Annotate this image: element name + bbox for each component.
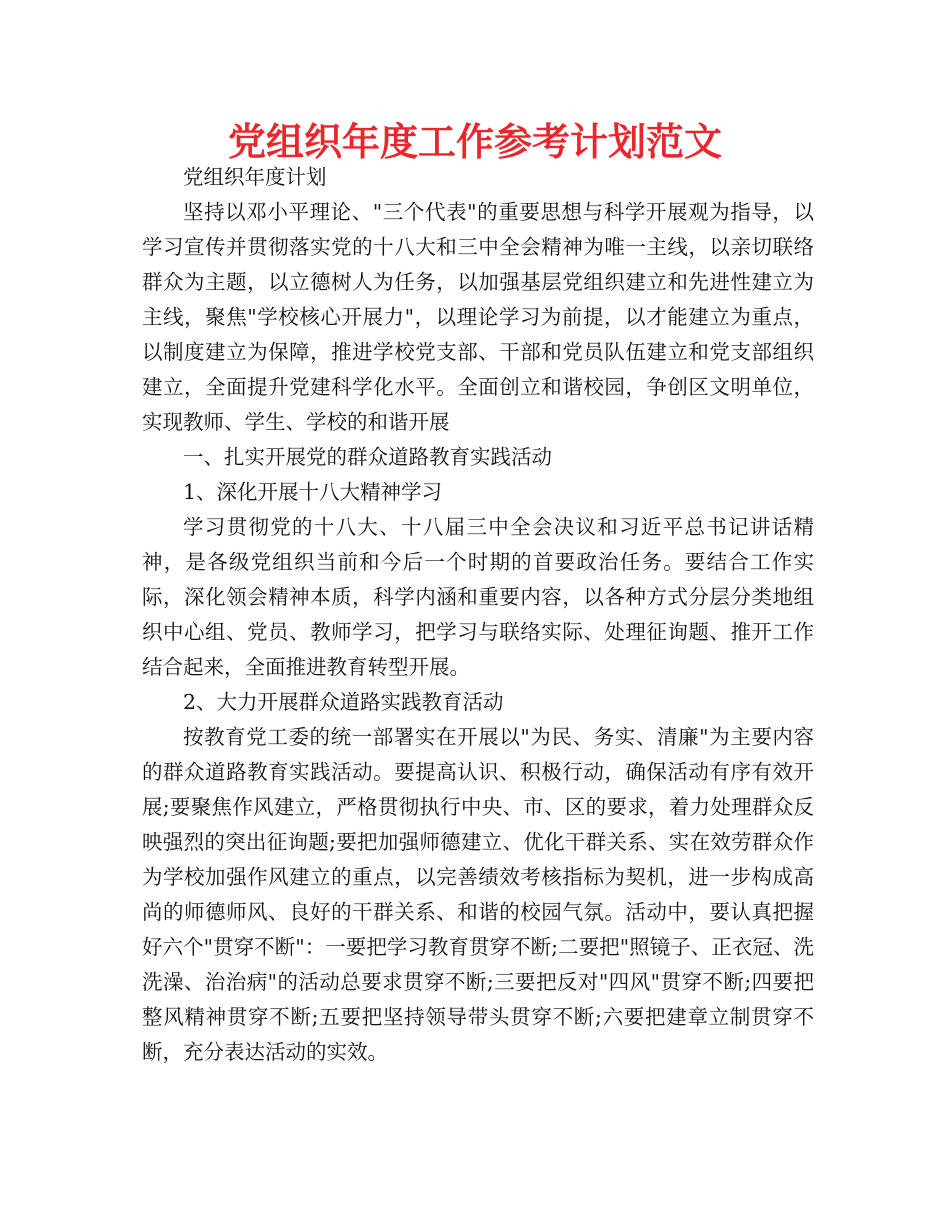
paragraph-practice-activity: 按教育党工委的统一部署实在开展以"为民、务实、清廉"为主要内容的群众道路教育实践活动。要提高认识、积极行动，确保活动有序有效开展;要聚焦作风建立，严格贯彻执行中央、市、区的要求，着力处理群众反映强烈的突出征询题;要把加强师德建立、优化干群关系、实在效劳群众作为学校加强作风建立的重点，以完善绩效考核指标为契机，进一步构成高尚的师德师风、良好的干群关系、和谐的校园气氛。活动中，要认真把握好六个"贯穿不断"：一要把学习教育贯穿不断;二要把"照镜子、正衣冠、洗洗澡、治治病"的活动总要求贯穿不断;三要把反对"四风"贯穿不断;四要把整风精神贯穿不断;五要把坚持领导带头贯穿不断;六要把建章立制贯穿不断，充分表达活动的实效。 xyxy=(142,725,814,1064)
section-heading-1: 一、扎实开展党的群众道路教育实践活动 xyxy=(183,445,552,469)
document-body xyxy=(142,160,814,1070)
paragraph-subtitle: 党组织年度计划 xyxy=(183,165,327,189)
paragraph-guiding-principle: 坚持以邓小平理论、"三个代表"的重要思想与科学开展观为指导，以学习宣传并贯彻落实党的十八大和三中全会精神为唯一主线，以亲切联络群众为主题，以立德树人为任务，以加强基层党组织建立和先进性建立为主线，聚焦"学校核心开展力"，以理论学习为前提，以才能建立为重点，以制度建立为保障，推进学校党支部、干部和党员队伍建立和党支部组织建立，全面提升党建科学化水平。全面创立和谐校园，争创区文明单位，实现教师、学生、学校的和谐开展 xyxy=(142,200,814,434)
document-title: 党组织年度工作参考计划范文 xyxy=(227,120,722,164)
paragraph-study: 学习贯彻党的十八大、十八届三中全会决议和习近平总书记讲话精神，是各级党组织当前和今后一个时期的首要政治任务。要结合工作实际，深化领会精神本质，科学内涵和重要内容，以各种方式分层分类地组织中心组、党员、教师学习，把学习与联络实际、处理征询题、推开工作结合起来，全面推进教育转型开展。 xyxy=(142,515,814,679)
subsection-heading-1: 1、深化开展十八大精神学习 xyxy=(183,480,443,504)
subsection-heading-2: 2、大力开展群众道路实践教育活动 xyxy=(183,690,504,714)
